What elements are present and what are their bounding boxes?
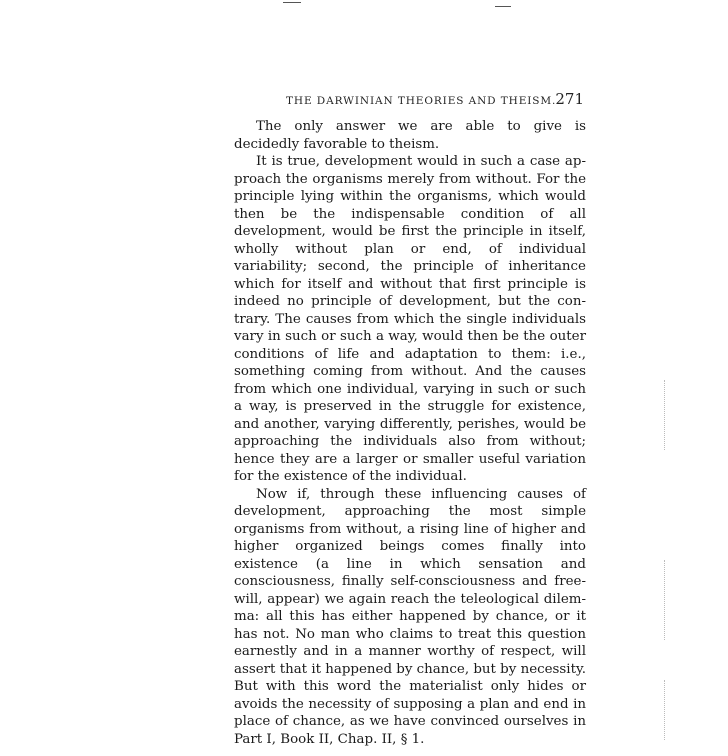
body-text <box>234 118 586 748</box>
page-number: 271 <box>555 90 584 108</box>
paragraph-1: The only answer we are able to give is decidedly favorable to theism. <box>234 119 586 152</box>
running-head <box>234 91 586 111</box>
page-edge-speckle <box>664 560 667 640</box>
running-head-title: THE DARWINIAN THEORIES AND THEISM. <box>286 95 557 107</box>
page-edge-speckle <box>664 680 667 740</box>
page-edge-speckle <box>664 380 667 450</box>
paragraph-3: Now if, through these influencing causes of development, approaching the most simple organisms from without, a rising line of higher and higher organized beings comes finally into existence (a line in which sensation and consciousness, finally self-consciousness and free-will, appear) we again reach the teleological dilemma: all this has either happened by chance, or it has not. No man who claims to treat this question earnestly and in a manner worthy of respect, will assert that it happened by chance, but by necessity. But with this word the materialist only hides or avoids the necessity of supposing a plan and end in place of chance, as we have convinced ourselves in Part I, Book II, Chap. II, § 1. <box>234 486 586 747</box>
scan-mark-left <box>283 2 301 3</box>
scan-mark-right <box>495 6 511 7</box>
paragraph-2: It is true, development would in such a case approach the organisms merely from without. For the principle lying within the organisms, which would then be the indispensable condition of all development, would be first the principle in itself, wholly without plan or end, of individual variability; second, the principle of inheritance which for itself and without that first principle is indeed no principle of development, but the contrary. The causes from which the single individuals vary in such or such a way, would then be the outer conditions of life and adaptation to them: i.e., something coming from without. And the causes from which one individual, varying in such or such a way, is preserved in the struggle for existence, and another, varying differently, perishes, would be approaching the individuals also from without; hence they are a larger or smaller useful variation for the existence of the individual. <box>234 154 586 484</box>
